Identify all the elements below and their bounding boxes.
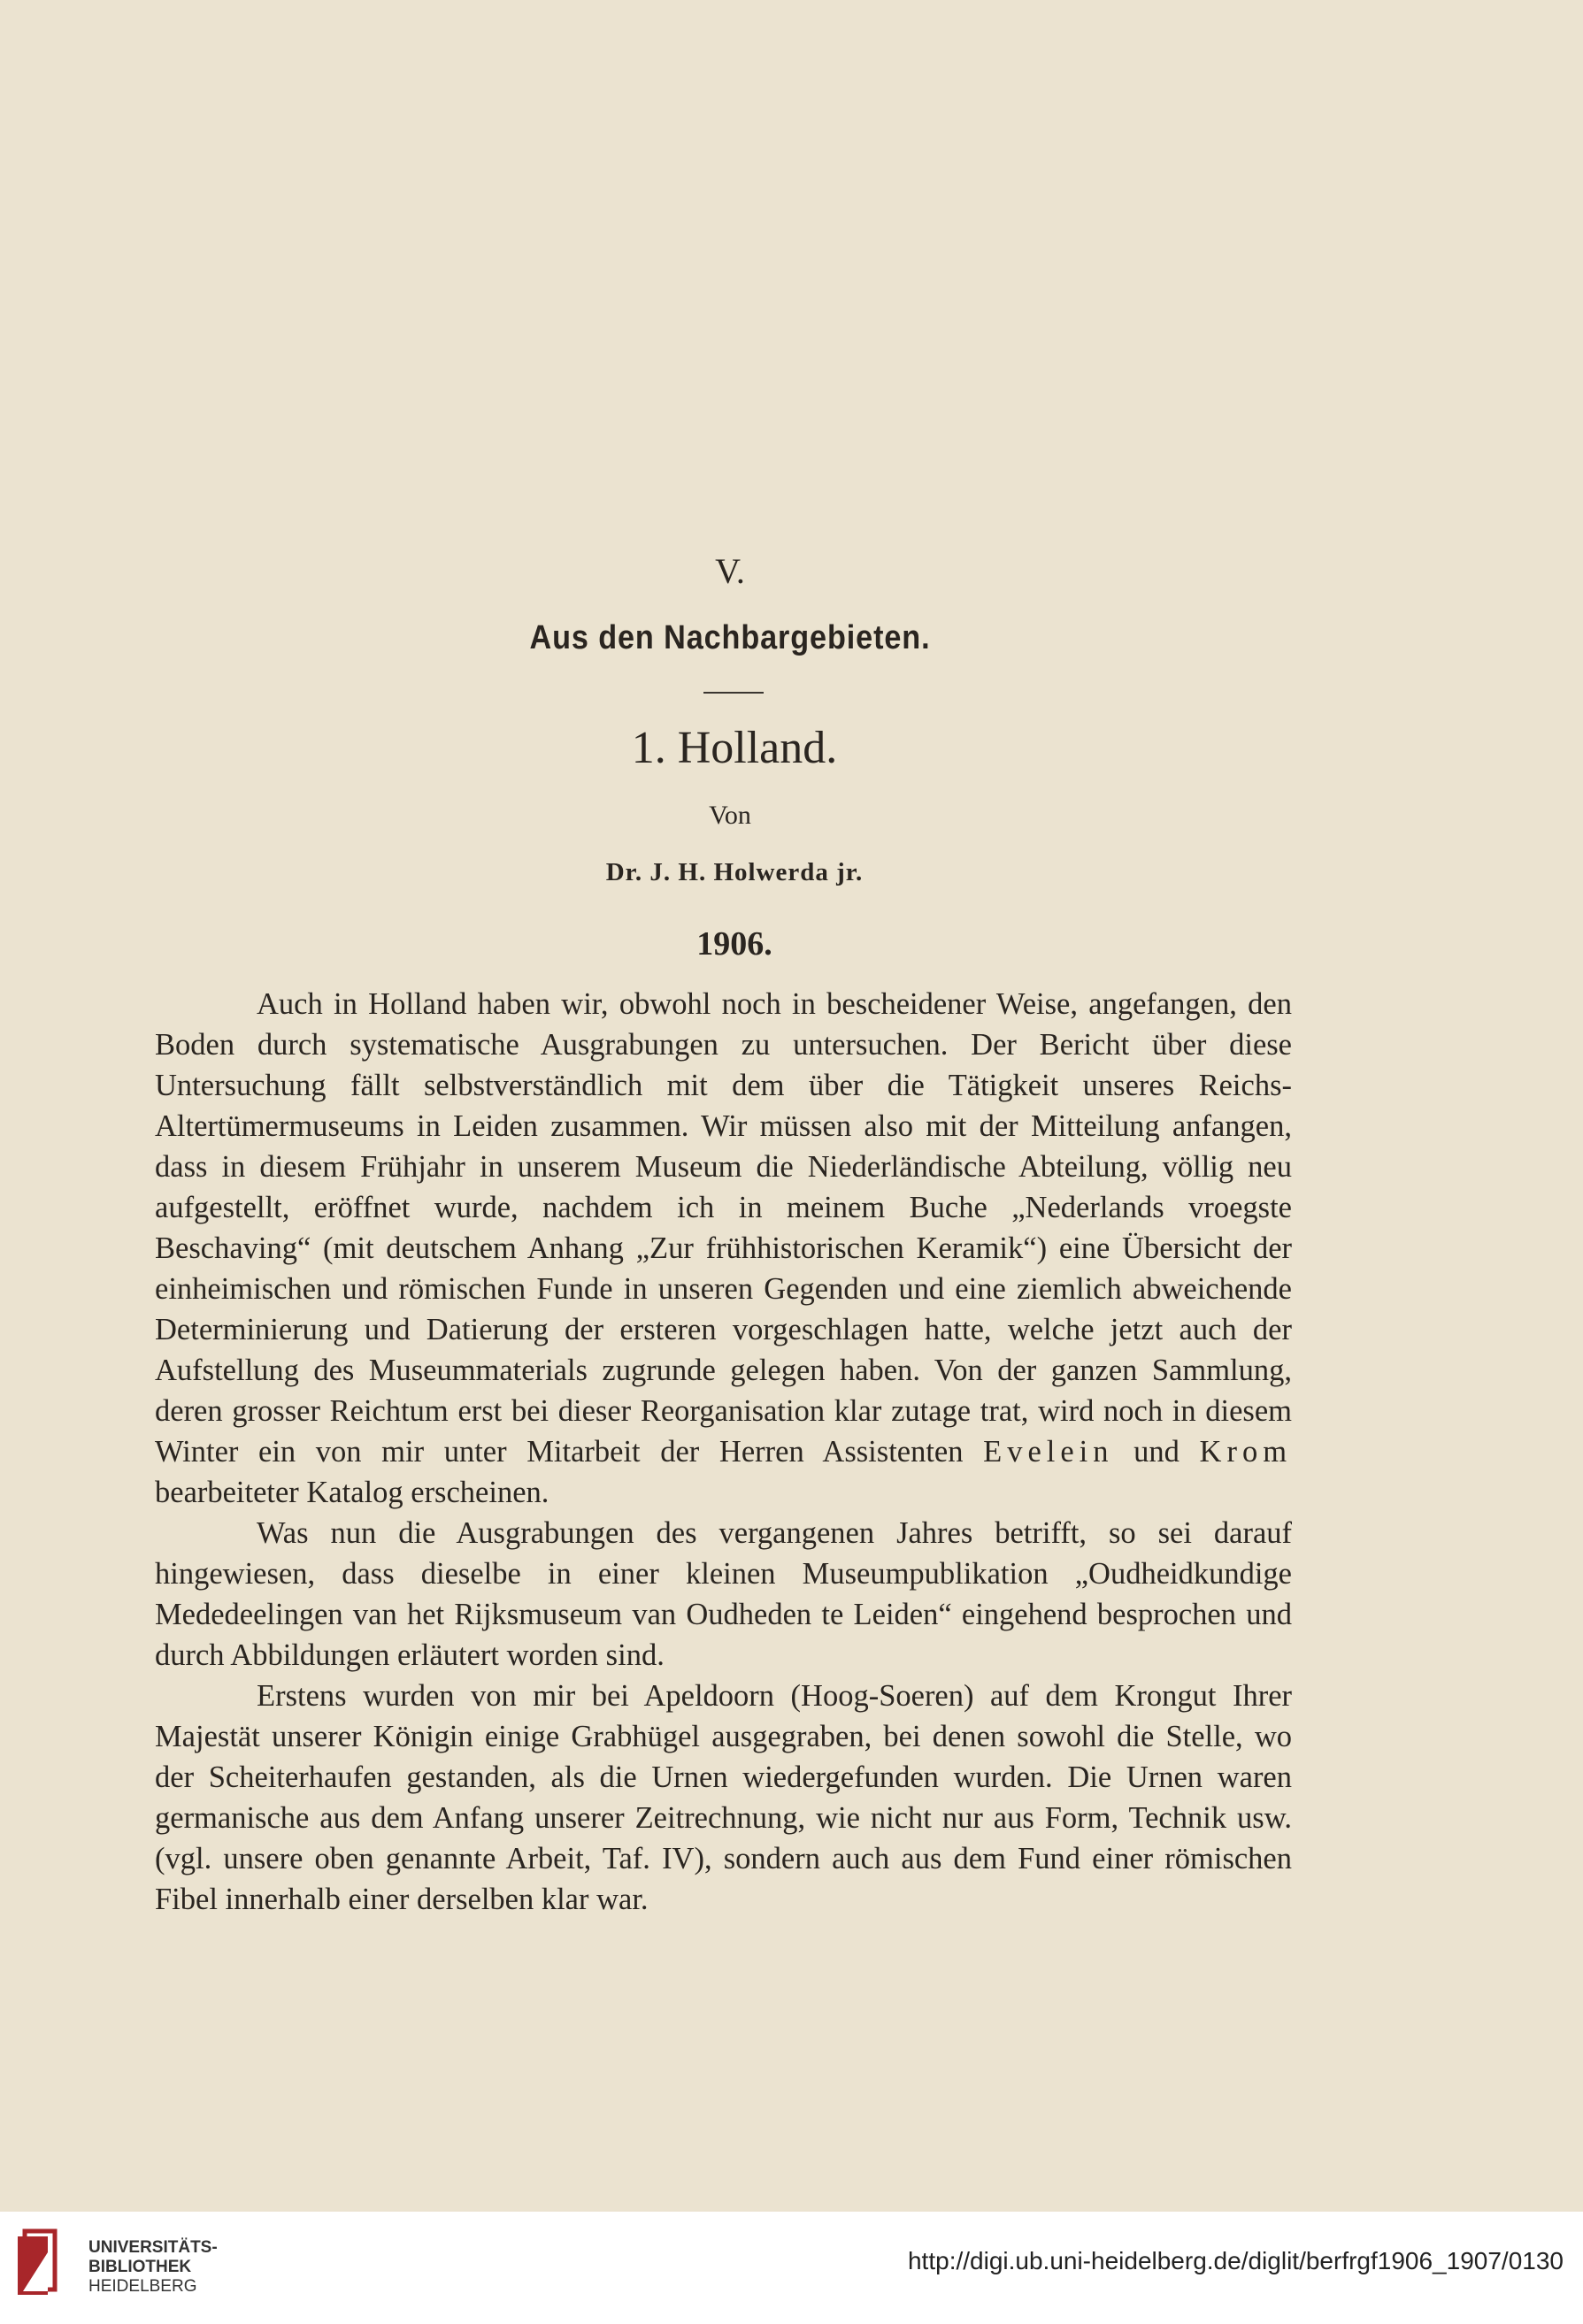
paragraph-1 (155, 984, 1292, 1513)
paragraph-1-end: bearbeiteter Katalog erscheinen. (155, 1476, 549, 1509)
library-name-line-1: UNIVERSITÄTS- (88, 2238, 218, 2257)
article-body (155, 984, 1292, 1920)
conjunction: und (1133, 1435, 1180, 1469)
title-divider (703, 692, 764, 694)
author-name: Dr. J. H. Holwerda jr. (605, 858, 864, 886)
byline-von: Von (709, 801, 751, 830)
paragraph-3: Erstens wurden von mir bei Apeldoorn (Hoog-Soeren) auf dem Krongut Ihrer Majestät unserer Königin einige Grabhügel ausgegraben, bei denen sowohl die Stelle, wo der Scheiterhaufen gestanden, als die Urnen wiedergefunden wurden. Die Urnen waren germanische aus dem Anfang unserer Zeitrechnung, wie nicht nur aus Form, Technik usw. (vgl. unsere oben genannte Arbeit, Taf. IV), sondern auch aus dem Fund einer römischen Fibel innerhalb einer derselben klar war. (155, 1679, 1292, 1916)
article-title: 1. Holland. (631, 723, 838, 773)
permalink-url[interactable]: http://digi.ub.uni-heidelberg.de/diglit/berfrgf1906_1907/0130 (907, 2247, 1564, 2274)
library-name-line-2: BIBLIOTHEK (88, 2258, 192, 2276)
chapter-numeral: V. (715, 551, 745, 591)
paragraph-1-text: Auch in Holland haben wir, obwohl noch in bescheidener Weise, angefangen, den Boden durch systematische Ausgrabungen zu untersuchen. Der Bericht über diese Untersuchung fällt selbstverständlich mit dem über die Tätigkeit unseres Reichs-Altertümermuseums in Leiden zusammen. Wir müssen also mit der Mitteilung anfangen, dass in diesem Frühjahr in unserem Museum die Niederländische Abteilung, völlig neu aufgestellt, eröffnet wurde, nachdem ich in meinem Buche „Nederlands vroegste Beschaving“ (mit deutschem Anhang „Zur frühhistorischen Keramik“) eine Übersicht der einheimischen und römischen Funde in unseren Gegenden und eine ziemlich abweichende Determinierung und Datierung der ersteren vorgeschlagen hatte, welche jetzt auch der Aufstellung des Museummaterials zugrunde gelegen haben. Von der ganzen Sammlung, deren grosser Reichtum erst bei dieser Reorganisation klar zutage trat, wird noch in diesem Winter ein von mir unter Mitarbeit der Herren Assistenten (155, 987, 1292, 1469)
section-title: Aus den Nachbargebieten. (529, 619, 931, 656)
library-logo-icon (16, 2228, 73, 2300)
paragraph-2: Was nun die Ausgrabungen des vergangenen Jahres betrifft, so sei darauf hingewiesen, dass dieselbe in einer kleinen Museumpublikation „Oudheidkundige Mededeelingen van het Rijksmuseum van Oudheden te Leiden“ eingehend besprochen und durch Abbildungen erläutert worden sind. (155, 1516, 1292, 1672)
assistant-name-evelein: Evelein (983, 1435, 1114, 1469)
library-name-line-3: HEIDELBERG (88, 2277, 197, 2296)
year-heading: 1906. (696, 925, 772, 963)
library-footer (0, 2212, 1583, 2324)
library-name (88, 2238, 218, 2297)
assistant-name-krom: Krom (1199, 1435, 1293, 1469)
